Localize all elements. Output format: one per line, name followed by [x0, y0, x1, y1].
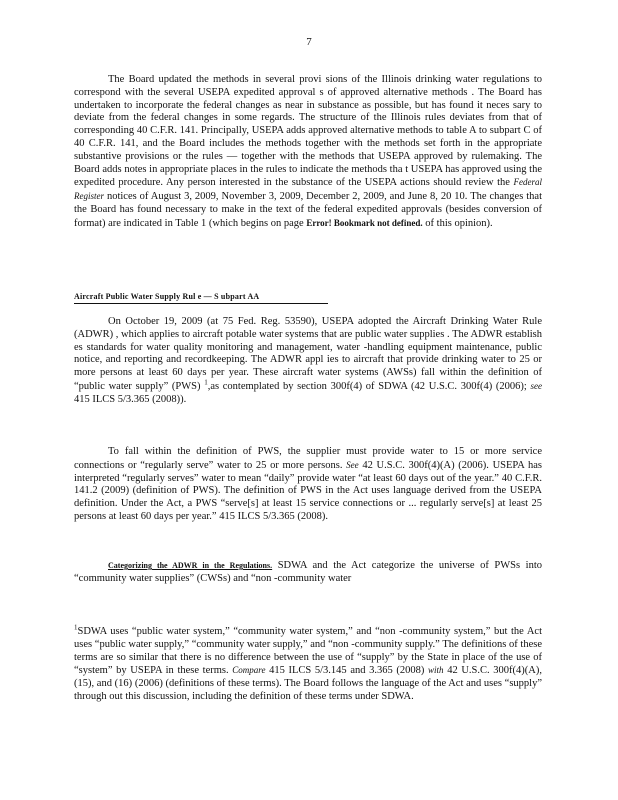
federal-register-italic: Federal Register	[74, 177, 542, 202]
page-number: 7	[306, 36, 312, 48]
footnote-text-1: SDWA uses “public water system,” “community water system,” and “non -community system,” but the Act uses “public water supply,” “community water supply,” and “non -community supply.” The definitions of these terms are so similar that there is no difference between the use of “supply” by the State in place of the use of “system” by USEPA in these terms.	[74, 626, 542, 677]
compare-signal-italic: Compare	[232, 665, 266, 676]
para1-text-2: notices of August 3, 2009, November 3, 2009, December 2, 2009, and June 8, 20 10. The changes that the Board has found necessary to make in the text of the federal expedited approvals (besides conversion of format) are indicated in Table 1 (which begins on page	[74, 191, 542, 229]
with-signal-italic: with	[428, 665, 444, 676]
para1-text-3: of this opinion).	[422, 217, 493, 229]
footnote-text-3: 42 U.S.C. 300f(4)(A), (15), and (16) (2006) (definitions of these terms). The Board follows the language of the Act and uses “supply” through out this discussion, including the definition of these terms under SDWA.	[74, 665, 542, 702]
see-signal-italic: see	[530, 380, 542, 391]
paragraph-categorizing	[74, 560, 542, 586]
para4-text: SDWA and the Act categorize the universe of PWSs into “community water supplies” (CWSs) and “non -community water	[74, 560, 542, 584]
section-heading-underline	[74, 303, 328, 304]
paragraph-pws-definition	[74, 446, 542, 524]
subheading-categorizing: Categorizing the ADWR in the Regulations.	[108, 561, 273, 570]
bookmark-error-reference: Error! Bookmark not defined.	[306, 217, 423, 228]
para2-text-1: On October 19, 2009 (at 75 Fed. Reg. 53590), USEPA adopted the Aircraft Drinking Water Rule (ADWR) , which applies to aircraft potable water systems that are public water supplies . The ADWR establish es standards for water quality monitoring and management, water -handling equipment maintenance, public notice, and reporting and recordkeeping. The ADWR appl ies to aircraft that provide drinking water to 25 or more persons at least 60 days per year. These aircraft water systems (AWSs) fall within the definition of “public water supply” (PWS)	[74, 316, 542, 392]
footnote-marker: 1	[74, 623, 78, 632]
para2-text-3: 415 ILCS 5/3.365 (2008)).	[74, 393, 187, 405]
see-signal-italic-2: See	[346, 459, 359, 470]
para3-text-2: 42 U.S.C. 300f(4)(A) (2006). USEPA has interpreted “regularly serves” water to mean “daily” provide water “at least 60 days out of the year.” 40 C.F.R. 141.2 (2009) (definition of PWS). The definition of PWS in the Act uses language derived from the USEPA definition. Under the Act, a PWS “serve[s] at least 15 service connections or ... regularly serve[s] at least 25 persons at least 60 days per year.” 415 ILCS 5/3.365 (2008).	[74, 459, 542, 522]
para2-text-2: ,as contemplated by section 300f(4) of SDWA (42 U.S.C. 300f(4) (2006);	[207, 380, 531, 392]
section-heading-aircraft-rule: Aircraft Public Water Supply Rul e — S ubpart AA	[74, 292, 260, 301]
paragraph-methods-update	[74, 74, 542, 231]
footnote-1	[74, 623, 542, 704]
para3-text-1: To fall within the definition of PWS, the supplier must provide water to 15 or more service connections or “regularly serve” water to 25 or more persons.	[74, 446, 542, 471]
paragraph-adwr	[74, 316, 542, 407]
para1-text-1: The Board updated the methods in several provi sions of the Illinois drinking water regulations to correspond with the several USEPA expedited approval s of approved alternative methods . The Board has undertaken to incorporate the federal changes as near in substance as possible, but has found it neces sary to deviate from the federal changes in some regards. The structure of the Illinois rules deviates from that of corresponding 40 C.F.R. 141. Principally, USEPA adds approved alternative methods to table A to subpart C of 40 C.F.R. 141, and the Board includes the methods together with the methods set forth in the appropriate substantive provisions or the rules — together with the methods that USEPA approved by rulemaking. The Board adds notes in appropriate places in the rules to indicate the methods tha t USEPA has approved using the expedited procedure. Any person interested in the substance of the USEPA actions should review the	[74, 74, 542, 189]
footnote-text-2: 415 ILCS 5/3.145 and 3.365 (2008)	[265, 665, 429, 677]
footnote-reference-1: 1	[204, 378, 208, 387]
